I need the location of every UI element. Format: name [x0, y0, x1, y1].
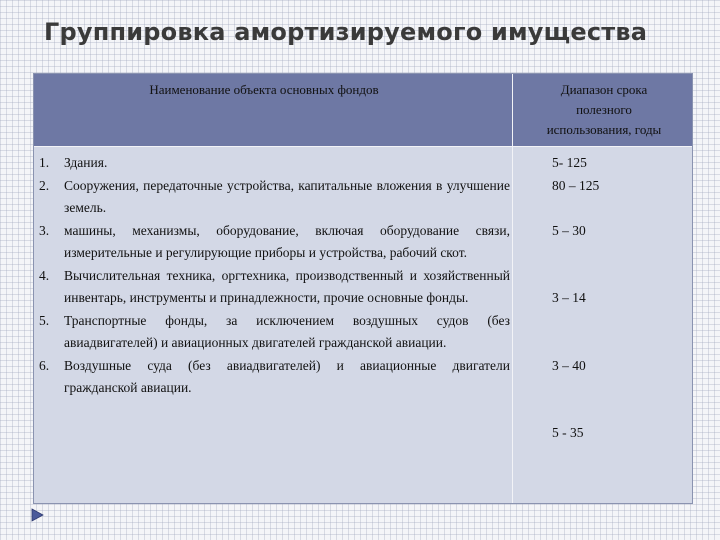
- header-useful-life: [518, 80, 690, 140]
- useful-life-value: 5 – 30: [552, 222, 586, 238]
- list-item: [34, 310, 510, 355]
- item-number: 5.: [39, 312, 50, 328]
- slide-title: Группировка амортизируемого имущества: [44, 18, 648, 46]
- table-header: [34, 74, 692, 146]
- item-text: Сооружения, передаточные устройства, капитальные вложения в улучшение земель.: [64, 177, 510, 215]
- item-number: 2.: [39, 177, 50, 193]
- item-text: Воздушные суда (без авиадвигателей) и авиационные двигатели гражданской авиации.: [64, 357, 510, 395]
- item-text: Здания.: [64, 155, 108, 170]
- list-item: [34, 265, 510, 310]
- list-item: [34, 220, 510, 265]
- asset-groups-list: [34, 152, 510, 400]
- useful-life-value: 5 - 35: [552, 425, 584, 440]
- column-divider: [512, 74, 513, 503]
- item-number: 3.: [39, 222, 50, 238]
- header-asset-name: Наименование объекта основных фондов: [149, 82, 379, 97]
- item-text: машины, механизмы, оборудование, включая оборудование связи, измерительные и регулирующие приборы и устройства, рабочий скот.: [64, 222, 510, 260]
- useful-life-value: 5- 125: [552, 155, 587, 170]
- useful-life-value: 3 – 14: [552, 290, 586, 305]
- item-number: 1.: [39, 155, 50, 170]
- item-text: Транспортные фонды, за исключением воздушных судов (без авиадвигателей) и авиационных двигателей гражданской авиации.: [64, 312, 510, 350]
- triangle-arrow-icon[interactable]: [30, 508, 44, 522]
- header-useful-life-line2: полезного: [576, 102, 632, 117]
- header-separator: [34, 146, 692, 147]
- list-item: [34, 355, 510, 400]
- list-item: [34, 175, 510, 220]
- item-text: Вычислительная техника, оргтехника, производственный и хозяйственный инвентарь, инструменты и принадлежности, прочие основные фонды.: [64, 267, 510, 305]
- item-number: 6.: [39, 357, 50, 373]
- header-useful-life-line3: использования, годы: [546, 122, 662, 137]
- list-item: [34, 152, 510, 175]
- item-number: 4.: [39, 267, 50, 283]
- header-useful-life-line1: Диапазон срока: [560, 82, 648, 97]
- useful-life-value: 80 – 125: [552, 177, 600, 193]
- assets-table: [33, 73, 693, 504]
- useful-life-value: 3 – 40: [552, 357, 586, 373]
